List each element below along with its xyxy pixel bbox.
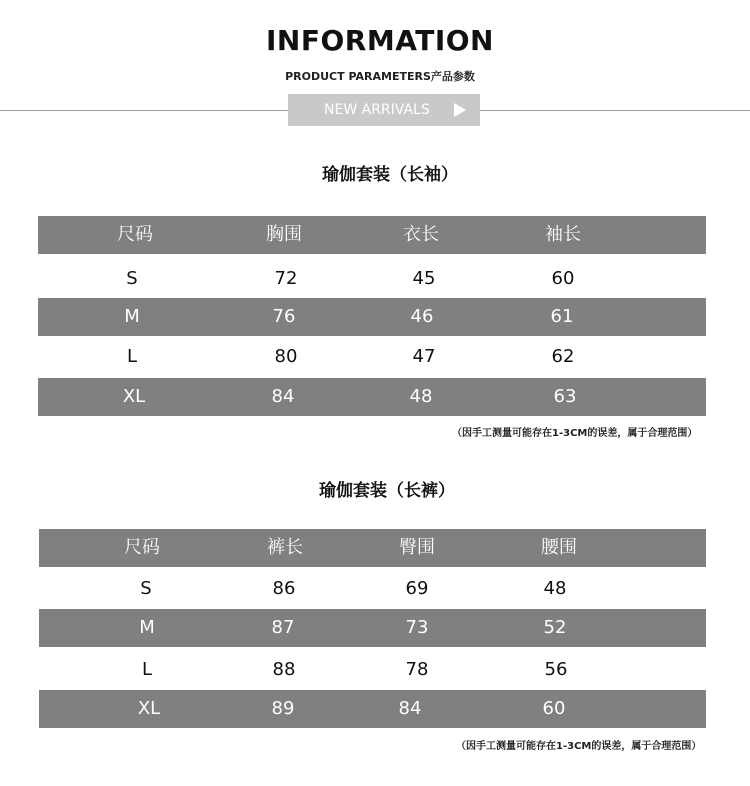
table1-cell: 61 — [550, 306, 574, 327]
table2-cell: 56 — [544, 659, 568, 680]
table2-cell: 86 — [272, 578, 296, 599]
table2-cell: 78 — [405, 659, 429, 680]
table2-cell: 87 — [271, 617, 295, 638]
table1-cell: 80 — [274, 346, 298, 367]
page-title: INFORMATION — [266, 24, 494, 57]
table2-cell: 60 — [542, 698, 566, 719]
table-row — [38, 338, 706, 376]
table1-cell: 63 — [553, 386, 577, 407]
table1-cell: 48 — [409, 386, 433, 407]
table2-header-hip: 臀围 — [399, 537, 435, 558]
table2-cell: M — [139, 617, 155, 638]
table2-header-waist: 腰围 — [541, 537, 577, 558]
table2-cell: 48 — [543, 578, 567, 599]
table-row — [39, 570, 706, 608]
table2-header-size: 尺码 — [124, 537, 160, 558]
table1-header-size: 尺码 — [117, 224, 153, 245]
table2-cell: XL — [137, 698, 161, 719]
table-row — [38, 378, 706, 416]
table1-cell: S — [126, 268, 138, 289]
table-row — [38, 298, 706, 336]
table-row — [39, 609, 706, 647]
page-subtitle: PRODUCT PARAMETERS产品参数 — [285, 70, 475, 83]
table2-cell: 52 — [543, 617, 567, 638]
table1-title: 瑜伽套装（长袖） — [322, 165, 458, 185]
table1-cell: 72 — [274, 268, 298, 289]
table1-cell: 47 — [412, 346, 436, 367]
table1-header-chest: 胸围 — [266, 224, 302, 245]
table2-header-pants-length: 裤长 — [267, 537, 303, 558]
table2-cell: L — [141, 659, 153, 680]
table-row — [39, 690, 706, 728]
table-row — [38, 260, 706, 298]
table1-header-row — [38, 216, 706, 254]
table1-cell: 46 — [410, 306, 434, 327]
table2-cell: S — [140, 578, 152, 599]
table1-cell: 60 — [551, 268, 575, 289]
table2-note: （因手工测量可能存在1-3CM的误差，属于合理范围） — [456, 741, 702, 752]
table1-note: （因手工测量可能存在1-3CM的误差，属于合理范围） — [452, 428, 698, 439]
table1-cell: 76 — [272, 306, 296, 327]
table2-header-row — [39, 529, 706, 567]
new-arrivals-banner[interactable] — [288, 94, 480, 126]
table1-header-sleeve: 袖长 — [545, 224, 581, 245]
new-arrivals-label: NEW ARRIVALS — [324, 102, 430, 118]
table1-cell: 62 — [551, 346, 575, 367]
table2-cell: 88 — [272, 659, 296, 680]
table-row — [39, 651, 706, 689]
table1-header-length: 衣长 — [403, 224, 439, 245]
table2-cell: 69 — [405, 578, 429, 599]
table2-cell: 73 — [405, 617, 429, 638]
table1-cell: 84 — [271, 386, 295, 407]
table2-title: 瑜伽套装（长裤） — [319, 481, 455, 501]
table2-cell: 84 — [398, 698, 422, 719]
table1-cell: 45 — [412, 268, 436, 289]
table1-cell: M — [124, 306, 140, 327]
table2-cell: 89 — [271, 698, 295, 719]
play-arrow-icon — [454, 103, 466, 117]
table1-cell: L — [126, 346, 138, 367]
table1-cell: XL — [122, 386, 146, 407]
